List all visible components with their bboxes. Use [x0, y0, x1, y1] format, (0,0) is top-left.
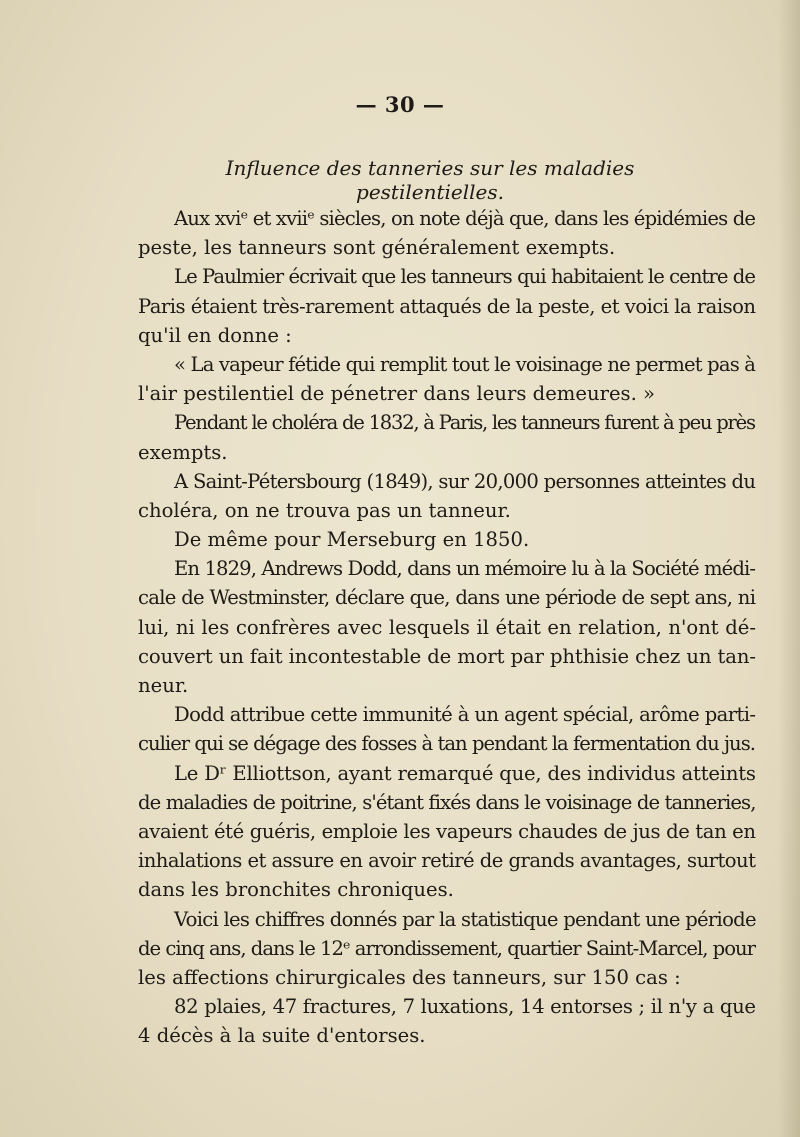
text-line: Paris étaient très-rarement attaqués de la peste, et voici la raison	[138, 294, 756, 318]
section-title: Influence des tanneries sur les maladies pestilentielles.	[225, 156, 635, 204]
text-line: culier qui se dégage des fosses à tan pendant la fermentation du jus.	[138, 732, 756, 756]
text-line: peste, les tanneurs sont généralement exempts.	[138, 236, 616, 260]
text-line: « La vapeur fétide qui remplit tout le voisinage ne permet pas à	[174, 352, 756, 376]
text-line: qu'il en donne :	[138, 323, 292, 347]
text-line: lui, ni les confrères avec lesquels il était en relation, n'ont dé-	[138, 615, 756, 639]
text-line: Voici les chiffres donnés par la statistique pendant une période	[174, 907, 756, 931]
text-line: 82 plaies, 47 fractures, 7 luxations, 14 entorses ; il n'y a que	[174, 995, 756, 1019]
text-line: De même pour Merseburg en 1850.	[174, 528, 530, 552]
text-line: dans les bronchites chroniques.	[138, 878, 454, 902]
page-edge-shadow	[778, 0, 800, 1137]
body-text	[138, 204, 756, 1050]
text-line: couvert un fait incontestable de mort par phthisie chez un tan-	[138, 644, 756, 668]
text-line: 4 décès à la suite d'entorses.	[138, 1024, 426, 1048]
text-line: choléra, on ne trouva pas un tanneur.	[138, 498, 511, 522]
text-line: de cinq ans, dans le 12ᵉ arrondissement, quartier Saint-Marcel, pour	[138, 936, 755, 960]
text-line: Le Dʳ Elliottson, ayant remarqué que, des individus atteints	[174, 761, 756, 785]
text-line: Le Paulmier écrivait que les tanneurs qui habitaient le centre de	[174, 265, 756, 289]
text-line: neur.	[138, 674, 189, 697]
text-line: A Saint-Pétersbourg (1849), sur 20,000 personnes atteintes du	[174, 469, 756, 493]
page-number: — 30 —	[355, 92, 445, 117]
text-line: Dodd attribue cette immunité à un agent spécial, arôme parti-	[174, 703, 756, 727]
text-line: inhalations et assure en avoir retiré de grands avantages, surtout	[138, 849, 756, 873]
text-line: l'air pestilentiel de pénetrer dans leurs demeures. »	[138, 382, 656, 406]
text-line: cale de Westminster, déclare que, dans une période de sept ans, ni	[138, 586, 756, 610]
text-line: exempts.	[138, 440, 228, 464]
text-line: Pendant le choléra de 1832, à Paris, les tanneurs furent à peu près	[174, 411, 755, 435]
text-line: avaient été guéris, emploie les vapeurs chaudes de jus de tan en	[138, 819, 756, 843]
text-line: Aux xviᵉ et xviiᵉ siècles, on note déjà que, dans les épidémies de	[174, 207, 756, 230]
text-line: les affections chirurgicales des tanneurs, sur 150 cas :	[138, 965, 681, 989]
text-line: de maladies de poitrine, s'étant fixés dans le voisinage de tanneries,	[138, 790, 756, 814]
text-line: En 1829, Andrews Dodd, dans un mémoire lu à la Société médi-	[174, 557, 756, 581]
